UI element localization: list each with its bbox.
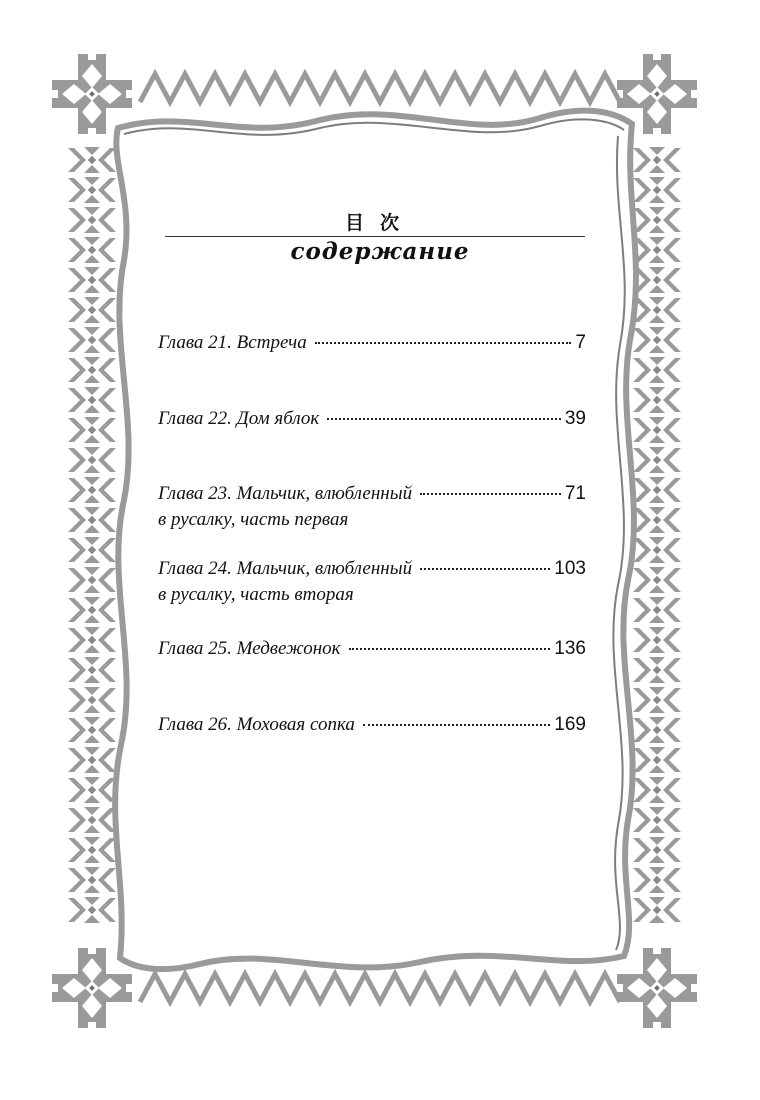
toc-dot-leader bbox=[349, 647, 551, 650]
toc-dot-leader bbox=[363, 723, 550, 726]
toc-entry-line bbox=[158, 332, 586, 358]
toc-page-number: 136 bbox=[554, 638, 586, 659]
toc-dot-leader bbox=[327, 417, 561, 420]
toc-dot-leader bbox=[315, 341, 572, 344]
heading-divider bbox=[165, 236, 585, 237]
toc-entry-subtitle: в русалку, часть первая bbox=[158, 509, 349, 530]
toc-entry-line bbox=[158, 558, 586, 584]
toc-page-number: 71 bbox=[564, 483, 586, 504]
toc-entry-line bbox=[158, 714, 586, 740]
toc-entry[interactable] bbox=[158, 638, 586, 678]
toc-page-number: 169 bbox=[554, 714, 586, 735]
top-zigzag-band bbox=[140, 74, 620, 102]
toc-entry-title: Глава 25. Медвежонок bbox=[158, 638, 341, 659]
toc-entry-title: Глава 26. Моховая сопка bbox=[158, 714, 355, 735]
toc-entry[interactable] bbox=[158, 483, 586, 539]
toc-dot-leader bbox=[420, 492, 561, 495]
toc-entry-title: Глава 21. Встреча bbox=[158, 332, 307, 353]
toc-entry[interactable] bbox=[158, 332, 586, 372]
bottom-zigzag-band bbox=[140, 974, 620, 1002]
toc-entry-line bbox=[158, 638, 586, 664]
toc-page-number: 7 bbox=[575, 332, 586, 353]
toc-entry-line bbox=[158, 408, 586, 434]
toc-page-number: 103 bbox=[554, 558, 586, 579]
toc-entry-title: Глава 23. Мальчик, влюбленный bbox=[158, 483, 413, 504]
toc-entry-subtitle: в русалку, часть вторая bbox=[158, 584, 354, 605]
toc-entry[interactable] bbox=[158, 558, 586, 614]
toc-entry-line bbox=[158, 483, 586, 509]
toc-dot-leader bbox=[420, 567, 550, 570]
toc-heading-russian: содержание bbox=[290, 238, 470, 265]
corner-cross-top-left bbox=[52, 54, 132, 134]
toc-entry[interactable] bbox=[158, 408, 586, 448]
toc-page-number: 39 bbox=[564, 408, 586, 429]
toc-entry-title: Глава 24. Мальчик, влюбленный bbox=[158, 558, 413, 579]
toc-heading-japanese: 目次 bbox=[344, 212, 415, 234]
corner-cross-bottom-right bbox=[617, 948, 697, 1028]
toc-entry-title: Глава 22. Дом яблок bbox=[158, 408, 320, 429]
toc-entry[interactable] bbox=[158, 714, 586, 754]
